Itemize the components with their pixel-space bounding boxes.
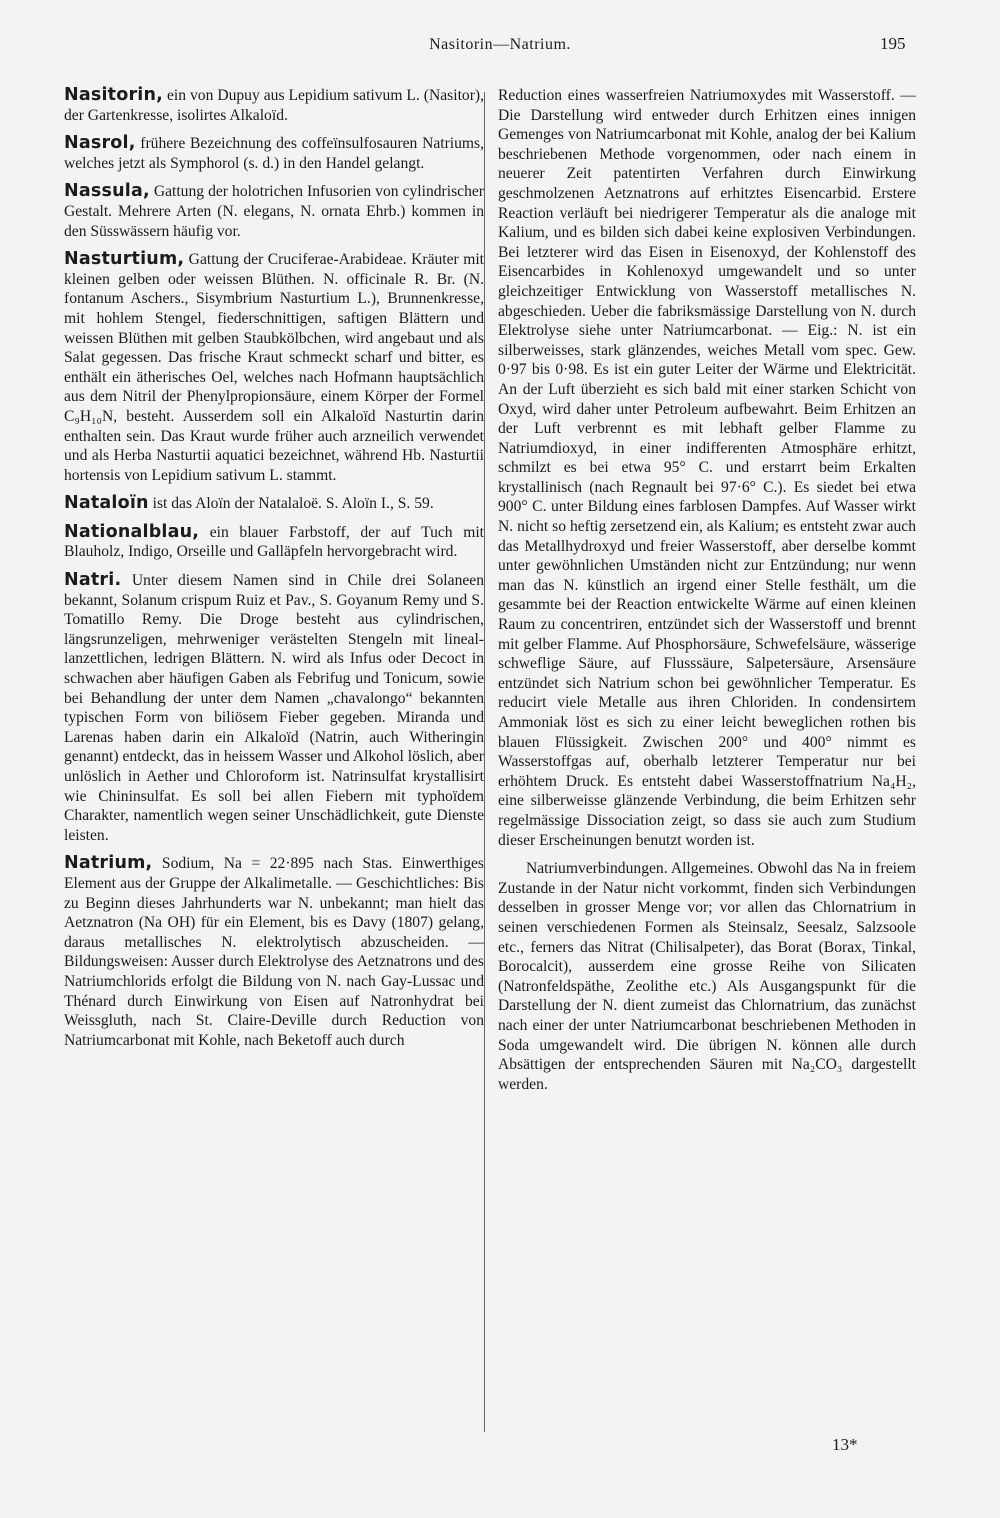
entry-nataloin bbox=[64, 494, 484, 514]
right-column bbox=[484, 86, 916, 1103]
entry-nassula bbox=[64, 182, 484, 241]
page-number: 195 bbox=[880, 34, 906, 53]
headword-nasrol: Nasrol, bbox=[64, 133, 136, 154]
signature-mark: 13* bbox=[832, 1435, 858, 1454]
entry-text: ein von Dupuy aus Lepidium sativum L. (Nasitor), der Gartenkresse, isolirtes Alkaloïd. bbox=[64, 87, 484, 124]
entry-nasitorin bbox=[64, 86, 484, 125]
entry-text: ein blauer Farbstoff, der auf Tuch mit Blauholz, Indigo, Orseille und Galläpfeln hervorgebracht wird. bbox=[64, 523, 484, 561]
natriumverbindungen-paragraph: Natriumverbindungen. Allgemeines. Obwohl das Na in freiem Zustande in der Natur nicht vorkommt, finden sich Verbindungen desselben in grosser Menge vor; vor allen das Chlornatrium in seinen verschiedenen Formen als Steinsalz, Seesalz, Salzsoole etc., ferners das Nitrat (Chilisalpeter), das Borat (Borax, Tinkal, Borocalcit), ausserdem eine grosse Reihe von Silicaten (Natronfeldspäthe, Zeolithe etc.) Als Ausgangspunkt für die Darstellung der N. dient zumeist das Chlornatrium, das zunächst nach einer der unter Natriumcarbonat beschriebenen Methoden in Soda umgewandelt wird. Die übrigen N. können alle durch Absättigen der entsprechenden Säuren mit Na₂CO₃ dargestellt werden. bbox=[498, 860, 916, 1093]
headword-nassula: Nassula, bbox=[64, 181, 150, 202]
headword-natri: Natri. bbox=[64, 570, 122, 591]
entry-text: frühere Bezeichnung des coffeïnsulfosauren Natriums, welches jetzt als Symphorol (s. d.) in den Handel gelangt. bbox=[64, 135, 484, 172]
entry-text: Sodium, Na = 22·895 nach Stas. Einwerthiges Element aus der Gruppe der Alkalimetalle. — Geschichtliches: Bis zu Beginn dieses Jahrhunderts war N. unbekannt; man hielt das Aetznatron (Na OH) für ein Element, bis es Davy (1807) gelang, daraus metallisches N. elektrolytisch abzuscheiden. — Bildungsweisen: Ausser durch Elektrolyse des Aetznatrons und des Natriumchlorids erfolgt die Bildung von N. nach Gay-Lussac und Thénard durch Einwirkung von Eisen auf Natronhydrat bei Weissgluth, nach St. Claire-Deville durch Reduction von Natriumcarbonat mit Kohle, nach Beketoff auch durch bbox=[64, 855, 484, 1049]
headword-nasitorin: Nasitorin, bbox=[64, 85, 163, 105]
entry-nationalblau bbox=[64, 523, 484, 562]
left-column bbox=[64, 86, 484, 1059]
entry-text: ist das Aloïn der Natalaloë. S. Aloïn I., S. 59. bbox=[148, 495, 434, 513]
natrium-continuation: Reduction eines wasserfreien Natriumoxydes mit Wasserstoff. — Die Darstellung wird entweder durch Erhitzen eines innigen Gemenges von Natriumcarbonat mit Kohle, analog der bei Kalium beschriebenen Methode vorgenommen, oder nach einem in neuerer Zeit patentirten Verfahren durch Einwirkung geschmolzenen Aetznatrons auf erhitztes Eisencarbid. Erstere Reaction verläuft bei niedrigerer Temperatur als die analoge mit Kalium, und es bilden sich dabei keine explosiven Verbindungen. Bei letzterer wird das Eisen in Eisenoxyd, der Kohlenstoff des Eisencarbides in Kohlenoxyd umgewandelt und so unter gleichzeitiger Entwicklung von Wasserstoff metallisches N. abgeschieden. Ueber die fabriksmässige Darstellung von N. durch Elektrolyse siehe unter Natriumcarbonat. — Eig.: N. ist ein silberweisses, stark glänzendes, weiches Metall vom spec. Gew. 0·97 bis 0·98. Es ist ein guter Leiter der Wärme und Elektricität. An der Luft überzieht es sich bald mit einer starken Schicht von Oxyd, wird daher unter Petroleum aufbewahrt. Beim Erhitzen an der Luft verbrennt es mit lebhaft gelber Flamme zu Natriumdioxyd, in einer indifferenten Atmosphäre erhitzt, schmilzt es bei etwa 95° C. und erstarrt beim Erkalten krystallinisch (nach Regnault bei 97·6° C.). Es siedet bei etwa 900° C. unter Bildung eines farblosen Dampfes. Auf Wasser wirkt N. nicht so heftig zersetzend ein, als Kalium; es entsteht zwar auch das Metallhydroxyd und freier Wasserstoff, aber derselbe kommt unter gewöhnlichen Umständen nicht zur Entzündung; nur wenn man das N. künstlich an irgend einer Stelle festhält, um die gesammte bei der Reaction entwickelte Wärme auf einen kleinen Raum zu concentriren, entzündet sich der Wasserstoff und brennt mit gelber Flamme. Auf Phosphorsäure, Schwefelsäure, wässerige schweflige Säure, auf Flusssäure, Salpetersäure, Arsensäure entzündet sich Natrium schon bei gewöhnlicher Temperatur. Es reducirt viele Metalle aus ihren Chloriden. In condensirtem Ammoniak löst es sich zu einer leicht beweglichen rothen bis blauen Flüssigkeit. Zwischen 200° und 400° nimmt es Wasserstoffgas auf, oberhalb letzterer Temperatur nur bei erhöhtem Druck. Es entsteht dabei Wasserstoffnatrium Na₄H₂, eine silberweisse glänzende Verbindung, die beim Erhitzen sehr regelmässige Dissociation zeigt, so dass sie auch zum Studium dieser Erscheinungen benutzt worden ist. bbox=[498, 87, 916, 849]
headword-nationalblau: Nationalblau, bbox=[64, 521, 200, 542]
entry-natri bbox=[64, 571, 484, 845]
headword-nasturtium: Nasturtium, bbox=[64, 249, 185, 270]
headword-natrium: Natrium, bbox=[64, 853, 153, 874]
entry-text: Unter diesem Namen sind in Chile drei Solaneen bekannt, Solanum crispum Ruiz et Pav., S. Goyanum Remy und S. Tomatillo Remy. Die Droge besteht aus cylindrischen, längsrunzeligen, mehrweniger verästelten Stengeln mit lineal-lanzettlichen, ledrigen Blättern. N. wird als Infus oder Decoct in schwachen aber häufigen Gaben als Febrifug und Tonicum, sowie bei Behandlung der unter dem Namen „chavalongo“ bekannten typischen Form von biliösem Fieber gegeben. Miranda und Larenas haben darin ein Alkaloïd (Natrin, auch Witheringin genannt) entdeckt, das in heissem Wasser und Alkohol löslich, aber unlöslich in Aether und Chloroform ist. Natrinsulfat krystallisirt wie Chininsulfat. Es soll bei allen Fiebern mit typhoïdem Charakter, namentlich wegen seiner Unschädlichkeit, gute Dienste leisten. bbox=[64, 572, 484, 844]
entry-text: Gattung der holotrichen Infusorien von cylindrischer Gestalt. Mehrere Arten (N. elegans, N. ornata Ehrb.) kommen in den Süsswässern häufig vor. bbox=[64, 183, 484, 240]
entry-natrium bbox=[64, 854, 484, 1050]
running-header: Nasitorin—Natrium. bbox=[429, 36, 571, 53]
entry-nasturtium bbox=[64, 250, 484, 485]
entry-text: Gattung der Cruciferae-Arabideae. Kräuter mit kleinen gelben oder weissen Blüthen. N. officinale R. Br. (N. fontanum Aschers., Sisymbrium Nasturtium L.), Brunnenkresse, mit hohlem Stengel, fiederschnittigen, saftigen Blättern und weissen Blüthen mit gelben Staubkölbchen, wird angebaut und als Salat gegessen. Das frische Kraut schmeckt scharf und bitter, es enthält ein ätherisches Oel, welches nach Hofmann hauptsächlich aus dem Nitril der Phenylpropionsäure, einem Körper der Formel C₉H₁₀N, besteht. Ausserdem soll ein Alkaloïd Nasturtin darin enthalten sein. Das Kraut wurde früher auch arzneilich verwendet und als Herba Nasturtii aquatici bezeichnet, während Hb. Nasturtii hortensis von Lepidium sativum L. stammt. bbox=[64, 251, 484, 484]
entry-nasrol bbox=[64, 134, 484, 173]
headword-nataloin: Nataloïn bbox=[64, 493, 149, 514]
